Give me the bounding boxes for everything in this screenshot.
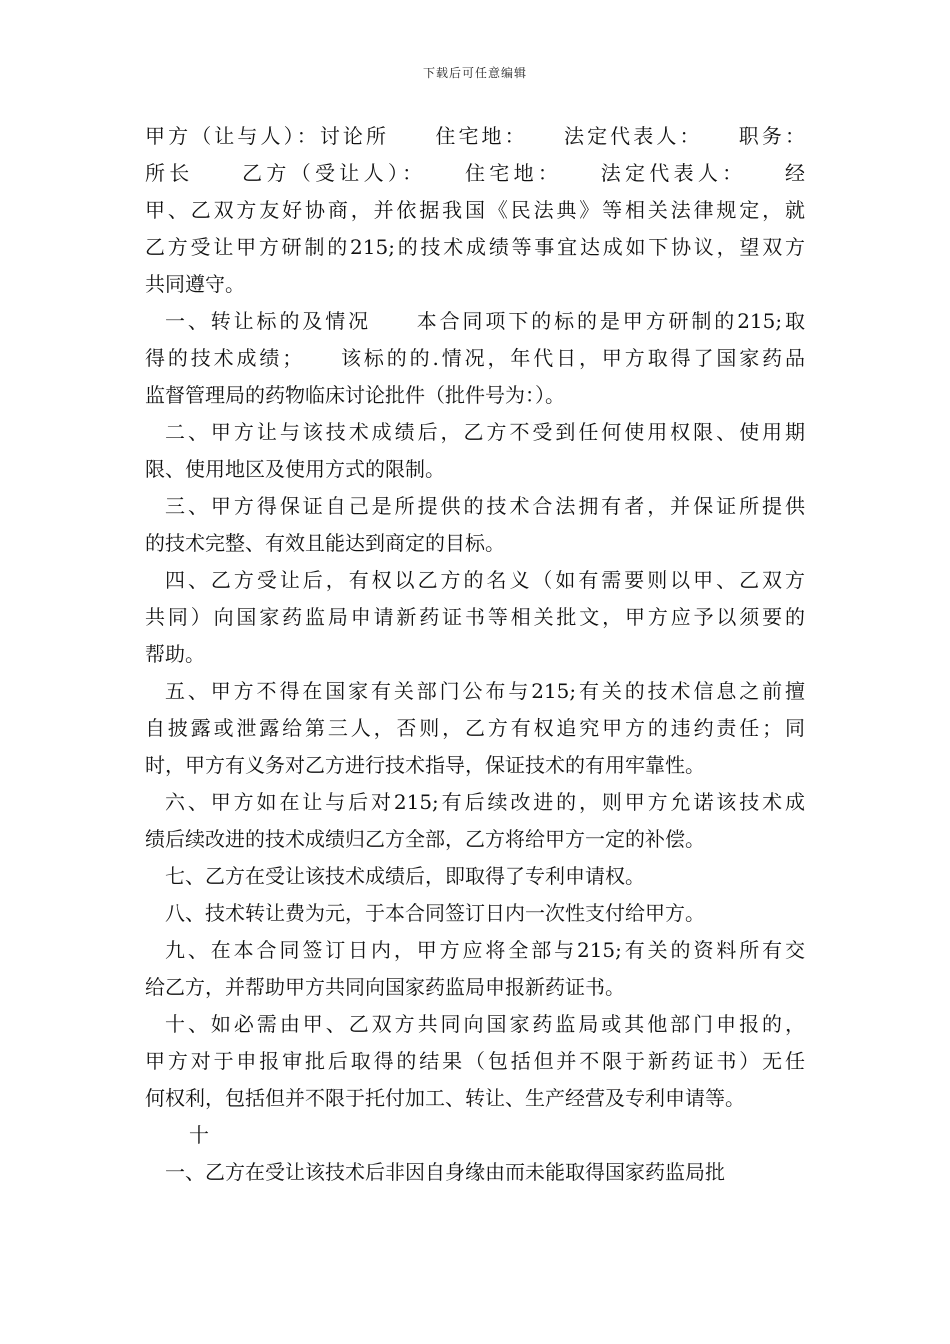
text-line: 监督管理局的药物临床讨论批件（批件号为：）。 — [145, 383, 565, 407]
text-line: 所长 乙方（受让人）： 住宅地： 法定代表人： 经 — [145, 161, 805, 185]
text-line: 时，甲方有义务对乙方进行技术指导，保证技术的有用牢靠性。 — [145, 753, 705, 777]
text-line: 甲、乙双方友好协商，并依据我国《民法典》等相关法律规定，就 — [145, 198, 805, 222]
text-line: 自披露或泄露给第三人，否则，乙方有权追究甲方的违约责任；同 — [145, 716, 805, 740]
document-body — [145, 118, 805, 1191]
text-line: 二、甲方让与该技术成绩后，乙方不受到任何使用权限、使用期 — [165, 420, 805, 444]
text-line: 三、甲方得保证自己是所提供的技术合法拥有者，并保证所提供 — [165, 494, 805, 518]
text-line: 共同遵守。 — [145, 272, 245, 296]
text-line: 一、转让标的及情况 本合同项下的标的是甲方研制的215;取 — [165, 309, 805, 333]
text-line: 得的技术成绩； 该标的的.情况，年代日，甲方取得了国家药品 — [145, 346, 805, 370]
text-line: 四、乙方受让后，有权以乙方的名义（如有需要则以甲、乙双方 — [165, 568, 805, 592]
text-line: 十、如必需由甲、乙双方共同向国家药监局或其他部门申报的， — [165, 1012, 805, 1036]
text-line: 何权利，包括但并不限于托付加工、转让、生产经营及专利申请等。 — [145, 1086, 745, 1110]
text-line: 绩后续改进的技术成绩归乙方全部，乙方将给甲方一定的补偿。 — [145, 827, 705, 851]
text-line: 帮助。 — [145, 642, 205, 666]
text-line: 甲方（让与人）：讨论所 住宅地： 法定代表人： 职务： — [145, 124, 805, 148]
text-line: 一、乙方在受让该技术后非因自身缘由而未能取得国家药监局批 — [165, 1160, 725, 1184]
text-line: 七、乙方在受让该技术成绩后，即取得了专利申请权。 — [165, 864, 645, 888]
text-line: 六、甲方如在让与后对215;有后续改进的，则甲方允诺该技术成 — [165, 790, 805, 814]
text-line: 九、在本合同签订日内，甲方应将全部与215;有关的资料所有交 — [165, 938, 805, 962]
text-line: 限、使用地区及使用方式的限制。 — [145, 457, 445, 481]
text-line: 给乙方，并帮助甲方共同向国家药监局申报新药证书。 — [145, 975, 625, 999]
text-line: 十 — [189, 1123, 209, 1147]
text-line: 甲方对于申报审批后取得的结果（包括但并不限于新药证书）无任 — [145, 1049, 805, 1073]
text-line: 八、技术转让费为元，于本合同签订日内一次性支付给甲方。 — [165, 901, 705, 925]
text-line: 的技术完整、有效且能达到商定的目标。 — [145, 531, 505, 555]
text-line: 共同）向国家药监局申请新药证书等相关批文，甲方应予以须要的 — [145, 605, 805, 629]
text-line: 乙方受让甲方研制的215;的技术成绩等事宜达成如下协议，望双方 — [145, 235, 805, 259]
page-header: 下载后可任意编辑 — [422, 66, 527, 80]
text-line: 五、甲方不得在国家有关部门公布与215;有关的技术信息之前擅 — [165, 679, 805, 703]
